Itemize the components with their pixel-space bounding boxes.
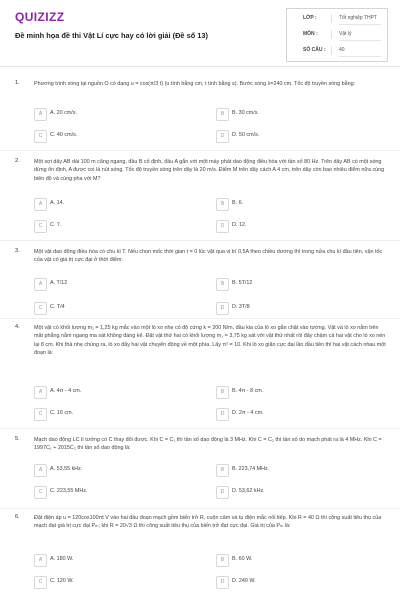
meta-key: LỚP : [303,15,317,21]
option-c[interactable] [34,130,194,143]
option-d[interactable] [216,302,376,315]
option-text: A. 53,55 kHz. [50,466,83,472]
option-text: D. 240 W. [232,578,256,584]
question-divider [0,150,400,151]
option-c[interactable] [34,408,194,421]
meta-underline [339,24,381,25]
question-text: Một sợi dây AB dài 100 m căng ngang, đầu B cố định, đầu A gắn với một máy phát dao động điều hòa với tần số 80 Hz. Trên dây AB có một sóng dừng ổn định, A được coi là nút sóng. Tốc độ truyền sóng trên dây là 20 m/s. Điểm M trên dây cách A 4 cm, trên dây còn bao nhiêu điểm nữa cùng biên độ và cùng pha với M? [34,159,385,182]
option-a[interactable] [34,108,194,121]
option-letter-badge: C [34,220,47,233]
option-letter-badge: C [34,576,47,589]
option-text: D. 3T/8 [232,304,250,310]
option-text: D. 12. [232,222,247,228]
option-d[interactable] [216,486,376,499]
question-3 [0,248,400,318]
option-text: C. 7. [50,222,62,228]
option-a[interactable] [34,386,194,399]
option-text: B. 5T/12 [232,280,253,286]
meta-separator [331,30,332,39]
page-title: Đề minh họa đề thi Vật Lí cực hay có lời giải (Đề số 13) [15,31,208,40]
meta-value: Vật lý [339,31,352,37]
option-text: D. 2π - 4 cm. [232,410,264,416]
option-d[interactable] [216,408,376,421]
option-letter-badge: D [216,130,229,143]
meta-separator [331,46,332,55]
option-letter-badge: B [216,386,229,399]
option-letter-badge: A [34,108,47,121]
question-number: 3. [15,248,20,254]
option-d[interactable] [216,576,376,589]
option-c[interactable] [34,302,194,315]
option-c[interactable] [34,576,194,589]
question-2 [0,158,400,236]
question-text: Một vật có khối lượng m₁ = 1,25 kg mắc vào một lò xo nhẹ có độ cứng k = 200 N/m, đầu kia của lò xo gắn chặt vào tường. Vật và lò xo nằm trên mặt phẳng nằm ngang ma sát không đáng kể. Đặt vật thứ hai có khối lượng m₁ = 3,75 kg sát với vật thứ nhất rồi đẩy chậm cả hai vật cho lò xo nén lại 8 cm. Khi thả nhẹ chúng ra, lò xo đẩy hai vật chuyển động về một phía. Lấy π² = 10. Khi lò xo giãn cực đại lần đầu tiên thì hai vật cách nhau một đoạn là: [34,325,386,357]
option-letter-badge: D [216,302,229,315]
question-number: 6. [15,514,20,520]
option-letter-badge: A [34,198,47,211]
meta-row-subject [287,27,387,41]
question-text: Một vật dao động điều hòa có chu kì T. Nếu chọn mốc thời gian t = 0 lúc vật qua vị trí 0,5A theo chiều dương thì trong nửa chu kì đầu tiên, vận tốc của vật có giá trị cực đại ở thời điểm: [34,249,383,264]
header-divider [0,66,400,67]
meta-key: MÔN : [303,31,318,37]
option-text: B. 223,74 MHz. [232,466,270,472]
header [0,0,400,66]
option-text: B. 60 W. [232,556,253,562]
option-letter-badge: A [34,278,47,291]
meta-value: 40 [339,47,345,53]
option-b[interactable] [216,108,376,121]
option-d[interactable] [216,220,376,233]
option-text: A. 180 W. [50,556,74,562]
option-c[interactable] [34,220,194,233]
question-divider [0,318,400,319]
option-letter-badge: A [34,386,47,399]
option-text: D. 50 cm/s. [232,132,260,138]
question-1 [0,80,400,144]
meta-key: SỐ CÂU : [303,47,326,53]
option-letter-badge: C [34,130,47,143]
option-text: C. 16 cm. [50,410,74,416]
option-text: C. 223,55 MHz. [50,488,88,494]
question-divider [0,240,400,241]
question-5 [0,436,400,506]
question-text: Phương trình sóng tại nguồn O có dạng u = cos(π/3 t) (u tính bằng cm, t tính bằng s). Bước sóng λ=240 cm. Tốc độ truyền sóng bằng: [34,81,356,87]
option-letter-badge: B [216,198,229,211]
option-b[interactable] [216,464,376,477]
option-letter-badge: B [216,108,229,121]
option-letter-badge: D [216,220,229,233]
option-text: B. 30 cm/s. [232,110,259,116]
option-letter-badge: D [216,408,229,421]
option-text: D. 53,62 kHz. [232,488,265,494]
option-b[interactable] [216,198,376,211]
question-text: Mạch dao động LC lí tưởng có C thay đổi được. Khi C = C₁ thì tần số dao động là 3 MHz. Khi C = C₂ thì tần số do mạch phát ra là 4 MHz. Khi C = 1997C₁ + 2015C₂ thì tần số dao động là: [34,437,382,452]
option-text: A. T/12 [50,280,68,286]
option-a[interactable] [34,278,194,291]
option-letter-badge: C [34,486,47,499]
question-number: 5. [15,436,20,442]
option-d[interactable] [216,130,376,143]
question-number: 1. [15,80,20,86]
question-text: Đặt điện áp u = 120cos100πt V vào hai đầu đoạn mạch gồm biến trở R, cuộn cảm và tụ điện mắc nối tiếp. Khi R = 40 Ω thì công suất tiêu thụ của mạch đạt giá trị cực đại Pₘ; khi R = 20√3 Ω thì công suất tiêu thụ của biến trở đạt cực đại. Giá trị của Pₘ là: [34,515,382,530]
question-divider [0,428,400,429]
meta-row-count [287,43,387,57]
option-letter-badge: C [34,302,47,315]
option-text: A. 20 cm/s. [50,110,77,116]
option-text: B. 6. [232,200,244,206]
option-text: B. 4π - 8 cm. [232,388,264,394]
option-c[interactable] [34,486,194,499]
meta-row-class [287,11,387,25]
option-text: C. 120 W. [50,578,74,584]
option-letter-badge: A [34,464,47,477]
option-letter-badge: C [34,408,47,421]
question-divider [0,508,400,509]
meta-underline [339,40,381,41]
question-4 [0,324,400,424]
option-text: C. 40 cm/s. [50,132,78,138]
question-number: 4. [15,324,20,330]
option-b[interactable] [216,386,376,399]
option-letter-badge: D [216,576,229,589]
meta-value: Tốt nghiệp THPT [339,15,377,21]
option-letter-badge: B [216,464,229,477]
option-letter-badge: B [216,554,229,567]
option-letter-badge: A [34,554,47,567]
option-text: A. 14. [50,200,65,206]
option-a[interactable] [34,464,194,477]
meta-separator [331,14,332,23]
meta-underline [339,56,381,57]
option-b[interactable] [216,278,376,291]
option-letter-badge: D [216,486,229,499]
question-6 [0,514,400,594]
option-text: C. T/4 [50,304,65,310]
question-number: 2. [15,158,20,164]
option-a[interactable] [34,198,194,211]
option-a[interactable] [34,554,194,567]
option-text: A. 4π - 4 cm. [50,388,82,394]
option-letter-badge: B [216,278,229,291]
quizizz-logo: QUIZIZZ [15,10,65,24]
meta-box [286,8,388,62]
option-b[interactable] [216,554,376,567]
